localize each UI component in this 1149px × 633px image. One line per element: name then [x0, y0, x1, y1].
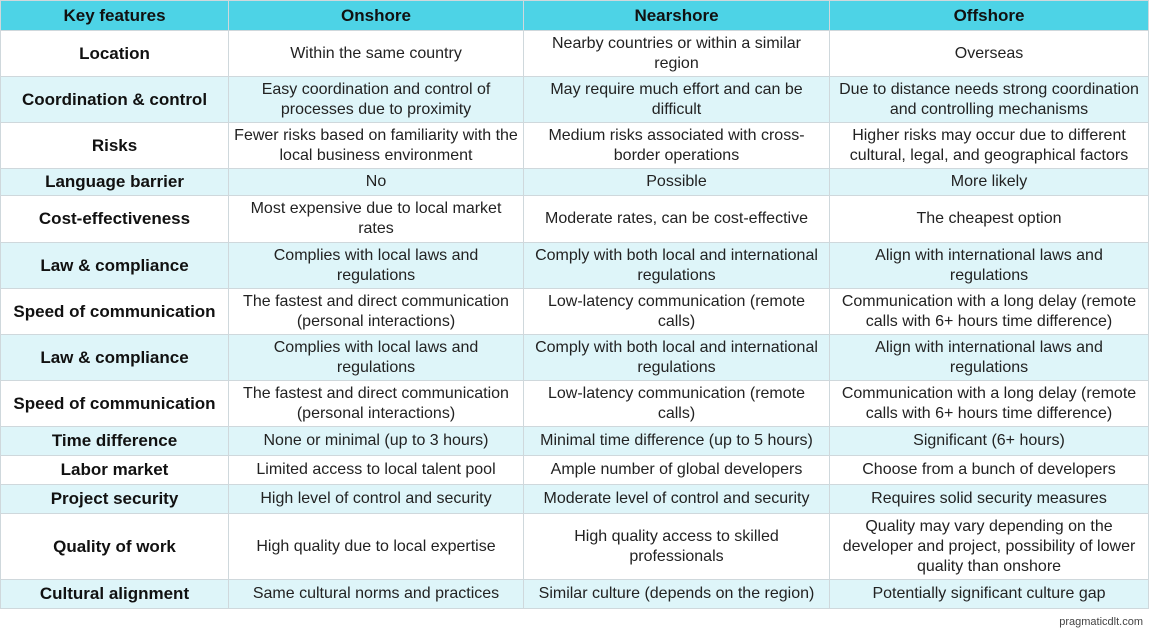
- nearshore-cell: Similar culture (depends on the region): [524, 580, 830, 609]
- onshore-cell: Easy coordination and control of processes due to proximity: [229, 77, 524, 123]
- nearshore-cell: Moderate rates, can be cost-effective: [524, 196, 830, 243]
- feature-cell: Law & compliance: [1, 243, 229, 289]
- table-row: [1, 485, 1149, 514]
- table-row: [1, 123, 1149, 169]
- feature-cell: Labor market: [1, 456, 229, 485]
- feature-cell: Speed of communication: [1, 289, 229, 335]
- onshore-cell: Complies with local laws and regulations: [229, 335, 524, 381]
- header-offshore: Offshore: [830, 1, 1149, 31]
- header-nearshore: Nearshore: [524, 1, 830, 31]
- onshore-cell: The fastest and direct communication (personal interactions): [229, 289, 524, 335]
- onshore-cell: The fastest and direct communication (personal interactions): [229, 381, 524, 427]
- offshore-cell: Quality may vary depending on the developer and project, possibility of lower quality than onshore: [830, 514, 1149, 580]
- offshore-cell: Due to distance needs strong coordination and controlling mechanisms: [830, 77, 1149, 123]
- offshore-cell: Higher risks may occur due to different cultural, legal, and geographical factors: [830, 123, 1149, 169]
- table-row: [1, 580, 1149, 609]
- feature-cell: Risks: [1, 123, 229, 169]
- nearshore-cell: Comply with both local and international regulations: [524, 243, 830, 289]
- offshore-cell: Significant (6+ hours): [830, 427, 1149, 456]
- nearshore-cell: Minimal time difference (up to 5 hours): [524, 427, 830, 456]
- offshore-cell: Align with international laws and regulations: [830, 243, 1149, 289]
- feature-cell: Quality of work: [1, 514, 229, 580]
- nearshore-cell: Ample number of global developers: [524, 456, 830, 485]
- nearshore-cell: Low-latency communication (remote calls): [524, 289, 830, 335]
- offshore-cell: Potentially significant culture gap: [830, 580, 1149, 609]
- table-row: [1, 381, 1149, 427]
- feature-cell: Language barrier: [1, 169, 229, 196]
- nearshore-cell: Comply with both local and international regulations: [524, 335, 830, 381]
- nearshore-cell: High quality access to skilled professionals: [524, 514, 830, 580]
- onshore-cell: Within the same country: [229, 31, 524, 77]
- onshore-cell: Complies with local laws and regulations: [229, 243, 524, 289]
- nearshore-cell: Nearby countries or within a similar region: [524, 31, 830, 77]
- table-row: [1, 427, 1149, 456]
- offshore-cell: Communication with a long delay (remote calls with 6+ hours time difference): [830, 289, 1149, 335]
- table-row: [1, 243, 1149, 289]
- offshore-cell: The cheapest option: [830, 196, 1149, 243]
- onshore-cell: High level of control and security: [229, 485, 524, 514]
- offshore-cell: Choose from a bunch of developers: [830, 456, 1149, 485]
- onshore-cell: Fewer risks based on familiarity with the local business environment: [229, 123, 524, 169]
- feature-cell: Law & compliance: [1, 335, 229, 381]
- nearshore-cell: May require much effort and can be difficult: [524, 77, 830, 123]
- table-row: [1, 169, 1149, 196]
- feature-cell: Cultural alignment: [1, 580, 229, 609]
- onshore-cell: Same cultural norms and practices: [229, 580, 524, 609]
- table-row: [1, 335, 1149, 381]
- offshore-cell: More likely: [830, 169, 1149, 196]
- offshore-cell: Communication with a long delay (remote calls with 6+ hours time difference): [830, 381, 1149, 427]
- watermark: pragmaticdlt.com: [1059, 616, 1143, 628]
- onshore-cell: Most expensive due to local market rates: [229, 196, 524, 243]
- table-row: [1, 31, 1149, 77]
- feature-cell: Cost-effectiveness: [1, 196, 229, 243]
- table-row: [1, 77, 1149, 123]
- feature-cell: Time difference: [1, 427, 229, 456]
- onshore-cell: None or minimal (up to 3 hours): [229, 427, 524, 456]
- feature-cell: Speed of communication: [1, 381, 229, 427]
- feature-cell: Coordination & control: [1, 77, 229, 123]
- table-row: [1, 289, 1149, 335]
- header-key-features: Key features: [1, 1, 229, 31]
- onshore-cell: High quality due to local expertise: [229, 514, 524, 580]
- feature-cell: Project security: [1, 485, 229, 514]
- nearshore-cell: Low-latency communication (remote calls): [524, 381, 830, 427]
- offshore-cell: Overseas: [830, 31, 1149, 77]
- table-row: [1, 514, 1149, 580]
- onshore-cell: Limited access to local talent pool: [229, 456, 524, 485]
- nearshore-cell: Possible: [524, 169, 830, 196]
- feature-cell: Location: [1, 31, 229, 77]
- table-header-row: [1, 1, 1149, 31]
- header-onshore: Onshore: [229, 1, 524, 31]
- onshore-cell: No: [229, 169, 524, 196]
- nearshore-cell: Moderate level of control and security: [524, 485, 830, 514]
- offshore-cell: Requires solid security measures: [830, 485, 1149, 514]
- table-row: [1, 456, 1149, 485]
- offshore-cell: Align with international laws and regulations: [830, 335, 1149, 381]
- table-row: [1, 196, 1149, 243]
- nearshore-cell: Medium risks associated with cross-border operations: [524, 123, 830, 169]
